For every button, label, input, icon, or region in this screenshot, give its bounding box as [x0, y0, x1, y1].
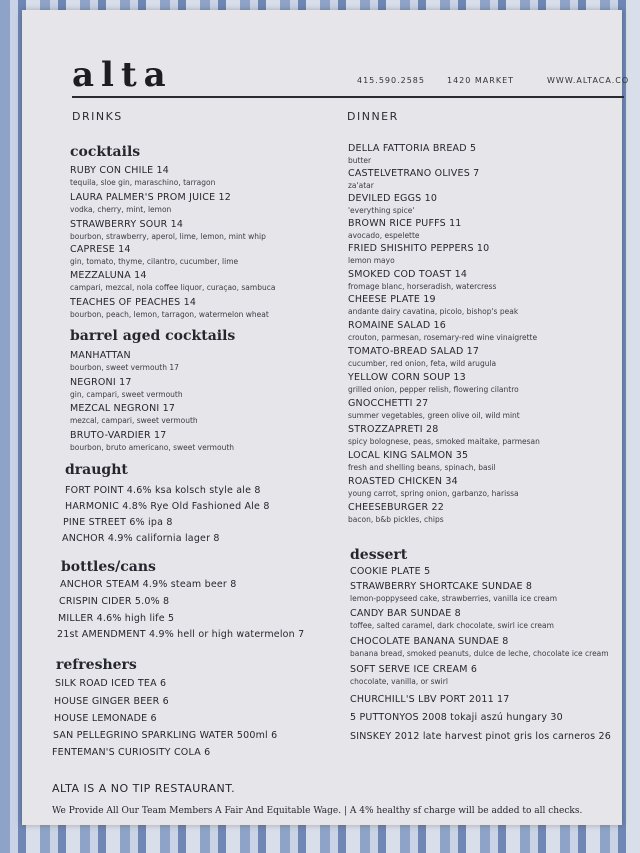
menu-item: CAPRESE 14 — [70, 244, 131, 255]
menu-item: CANDY BAR SUNDAE 8 — [350, 608, 461, 619]
menu-item-desc: young carrot, spring onion, garbanzo, harissa — [348, 489, 519, 498]
dinner-heading: DINNER — [347, 110, 399, 123]
menu-item: SAN PELLEGRINO SPARKLING WATER 500ml 6 — [53, 730, 278, 741]
menu-item: LAURA PALMER'S PROM JUICE 12 — [70, 192, 231, 203]
menu-item: GNOCCHETTI 27 — [348, 398, 429, 409]
menu-item-desc: bourbon, sweet vermouth 17 — [70, 363, 179, 372]
barrel-aged-title: barrel aged cocktails — [70, 328, 236, 344]
menu-item-desc: tequila, sloe gin, maraschino, tarragon — [70, 178, 216, 187]
menu-item: STRAWBERRY SOUR 14 — [70, 219, 184, 230]
menu-item: PINE STREET 6% ipa 8 — [63, 517, 173, 528]
menu-item: MEZCAL NEGRONI 17 — [70, 403, 176, 414]
menu-item-desc: lemon mayo — [348, 256, 395, 265]
menu-item: ANCHOR 4.9% california lager 8 — [62, 533, 220, 544]
menu-item: MILLER 4.6% high life 5 — [58, 613, 175, 624]
menu-item: ROMAINE SALAD 16 — [348, 320, 447, 331]
wage-notice: We Provide All Our Team Members A Fair And Equitable Wage. | A 4% healthy sf charge will be added to all checks. — [52, 806, 583, 816]
menu-item: YELLOW CORN SOUP 13 — [348, 372, 466, 383]
menu-item-desc: toffee, salted caramel, dark chocolate, swirl ice cream — [350, 621, 554, 630]
menu-item-desc: spicy bolognese, peas, smoked maitake, parmesan — [348, 437, 540, 446]
menu-item-desc: fresh and shelling beans, spinach, basil — [348, 463, 496, 472]
menu-item: MEZZALUNA 14 — [70, 270, 147, 281]
menu-item: RUBY CON CHILE 14 — [70, 165, 169, 176]
menu-item-desc: mezcal, campari, sweet vermouth — [70, 416, 198, 425]
menu-item-desc: banana bread, smoked peanuts, dulce de leche, chocolate ice cream — [350, 649, 609, 658]
menu-item-desc: summer vegetables, green olive oil, wild mint — [348, 411, 520, 420]
menu-item: FORT POINT 4.6% ksa kolsch style ale 8 — [65, 485, 261, 496]
menu-item-desc: gin, tomato, thyme, cilantro, cucumber, lime — [70, 257, 239, 266]
menu-item: CHEESE PLATE 19 — [348, 294, 436, 305]
menu-item: TEACHES OF PEACHES 14 — [70, 297, 197, 308]
menu-item: ROASTED CHICKEN 34 — [348, 476, 458, 487]
menu-item-desc: bacon, b&b pickles, chips — [348, 515, 444, 524]
phone-number: 415.590.2585 — [357, 76, 425, 85]
menu-item: TOMATO-BREAD SALAD 17 — [348, 346, 480, 357]
menu-item-desc: lemon-poppyseed cake, strawberries, vanilla ice cream — [350, 594, 558, 603]
menu-item: DEVILED EGGS 10 — [348, 193, 438, 204]
menu-item: FRIED SHISHITO PEPPERS 10 — [348, 243, 490, 254]
restaurant-logo: alta — [72, 55, 173, 95]
header-divider — [72, 96, 624, 98]
menu-item: HOUSE GINGER BEER 6 — [54, 696, 169, 707]
menu-item: FENTEMAN'S CURIOSITY COLA 6 — [52, 747, 211, 758]
menu-item: HARMONIC 4.8% Rye Old Fashioned Ale 8 — [65, 501, 270, 512]
bottles-cans-title: bottles/cans — [61, 559, 156, 575]
menu-item-desc: campari, mezcal, nola coffee liquor, curaçao, sambuca — [70, 283, 276, 292]
menu-item-desc: butter — [348, 156, 372, 165]
menu-item-desc: chocolate, vanilla, or swirl — [350, 677, 448, 686]
menu-item: HOUSE LEMONADE 6 — [54, 713, 157, 724]
menu-item-desc: crouton, parmesan, rosemary-red wine vinaigrette — [348, 333, 538, 342]
menu-item: DELLA FATTORIA BREAD 5 — [348, 143, 477, 154]
menu-item: NEGRONI 17 — [70, 377, 132, 388]
menu-item: BROWN RICE PUFFS 11 — [348, 218, 462, 229]
drinks-heading: DRINKS — [72, 110, 123, 123]
menu-item: STROZZAPRETI 28 — [348, 424, 439, 435]
menu-item-desc: fromage blanc, horseradish, watercress — [348, 282, 497, 291]
menu-item: BRUTO-VARDIER 17 — [70, 430, 167, 441]
draught-title: draught — [65, 462, 128, 478]
menu-item-desc: bourbon, strawberry, aperol, lime, lemon, mint whip — [70, 232, 266, 241]
menu-sheet — [22, 10, 630, 825]
menu-item-desc: gin, campari, sweet vermouth — [70, 390, 183, 399]
refreshers-title: refreshers — [56, 657, 137, 673]
menu-item-desc: bourbon, peach, lemon, tarragon, watermelon wheat — [70, 310, 269, 319]
menu-item: CHOCOLATE BANANA SUNDAE 8 — [350, 636, 509, 647]
website: WWW.ALTACA.CO — [547, 76, 630, 85]
menu-item: SOFT SERVE ICE CREAM 6 — [350, 664, 478, 675]
cocktails-title: cocktails — [70, 144, 141, 160]
menu-item-desc: 'everything spice' — [348, 206, 415, 215]
menu-item: CRISPIN CIDER 5.0% 8 — [59, 596, 170, 607]
menu-item: SINSKEY 2012 late harvest pinot gris los carneros 26 — [350, 731, 612, 742]
menu-item: CASTELVETRANO OLIVES 7 — [348, 168, 480, 179]
dessert-title: dessert — [350, 547, 408, 563]
address: 1420 MARKET — [447, 76, 515, 85]
menu-item-desc: bourbon, bruto americano, sweet vermouth — [70, 443, 235, 452]
no-tip-notice: ALTA IS A NO TIP RESTAURANT. — [52, 782, 236, 795]
menu-item: ANCHOR STEAM 4.9% steam beer 8 — [60, 579, 237, 590]
menu-item-desc: grilled onion, pepper relish, flowering cilantro — [348, 385, 519, 394]
menu-item: LOCAL KING SALMON 35 — [348, 450, 469, 461]
menu-item: COOKIE PLATE 5 — [350, 566, 431, 577]
menu-item: CHURCHILL'S LBV PORT 2011 17 — [350, 694, 510, 705]
menu-item: MANHATTAN — [70, 350, 131, 361]
menu-item: CHEESEBURGER 22 — [348, 502, 444, 513]
menu-item-desc: vodka, cherry, mint, lemon — [70, 205, 172, 214]
menu-item-desc: za'atar — [348, 181, 374, 190]
menu-item: 21st AMENDMENT 4.9% hell or high watermelon 7 — [57, 629, 305, 640]
menu-item-desc: cucumber, red onion, feta, wild arugula — [348, 359, 497, 368]
menu-item: SMOKED COD TOAST 14 — [348, 269, 468, 280]
menu-item: 5 PUTTONYOS 2008 tokaji aszú hungary 30 — [350, 712, 563, 723]
menu-item: SILK ROAD ICED TEA 6 — [55, 678, 167, 689]
menu-item-desc: avocado, espelette — [348, 231, 420, 240]
menu-item: STRAWBERRY SHORTCAKE SUNDAE 8 — [350, 581, 533, 592]
menu-item-desc: andante dairy cavatina, picolo, bishop's peak — [348, 307, 519, 316]
